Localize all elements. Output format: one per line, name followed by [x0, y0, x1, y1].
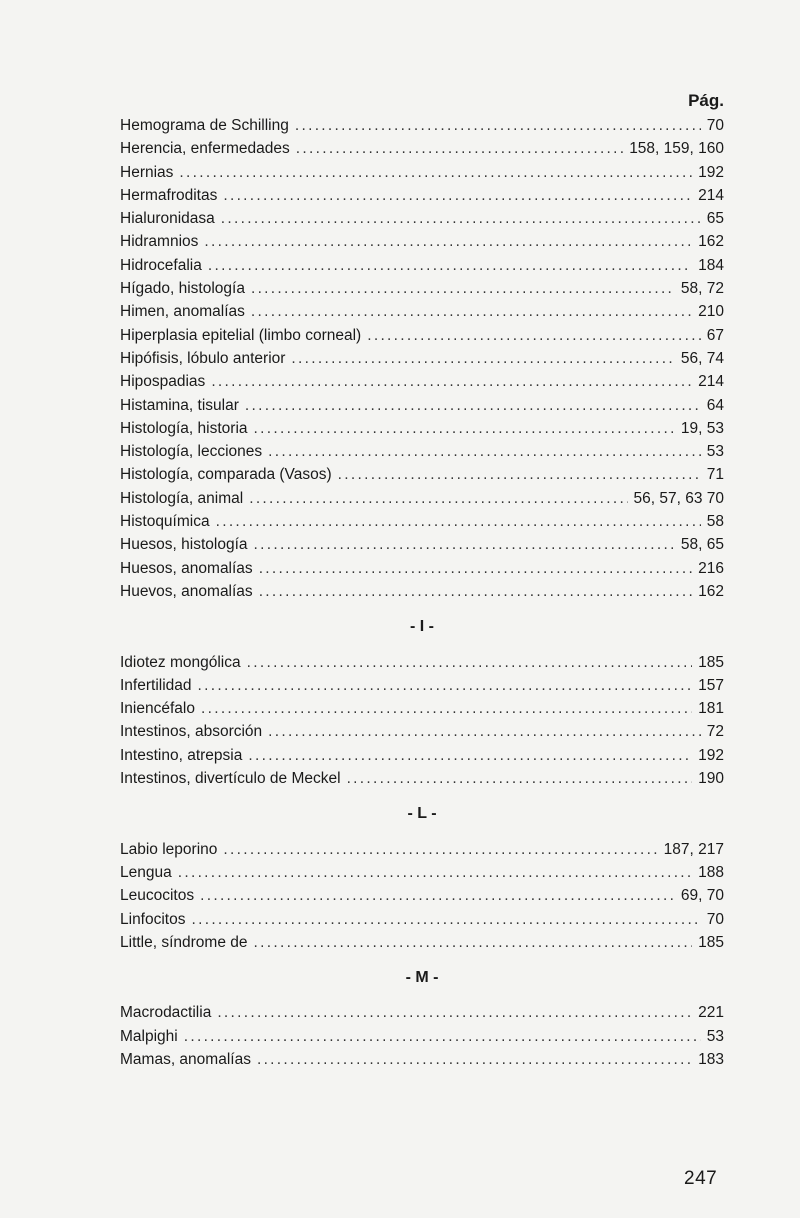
index-term: Herencia, enfermedades [120, 140, 290, 158]
index-pages: 19, 53 [680, 419, 724, 437]
index-entry [120, 487, 724, 510]
index-pages: 58 [706, 513, 724, 531]
index-entry [120, 651, 724, 674]
index-entry [120, 161, 724, 184]
index-entry [120, 674, 724, 697]
index-term: Histamina, tisular [120, 396, 239, 414]
dot-leader [254, 417, 675, 440]
index-entry [120, 207, 724, 230]
index-entry [120, 838, 724, 861]
index-term: Histoquímica [120, 513, 210, 531]
section-heading: - L - [407, 805, 437, 823]
index-term: Little, síndrome de [120, 933, 248, 951]
index-term: Mamas, anomalías [120, 1050, 251, 1068]
index-entry [120, 277, 724, 300]
index-pages: 192 [698, 746, 724, 764]
index-term: Malpighi [120, 1027, 178, 1045]
dot-leader [247, 651, 693, 674]
dot-leader [208, 254, 692, 277]
dot-leader [211, 370, 692, 393]
dot-leader [254, 931, 693, 954]
index-term: Linfocitos [120, 910, 186, 928]
index-pages: 69, 70 [680, 887, 724, 905]
index-term: Idiotez mongólica [120, 653, 241, 671]
index-term: Macrodactilia [120, 1004, 212, 1022]
index-pages: 53 [706, 443, 724, 461]
index-entry [120, 557, 724, 580]
dot-leader [296, 137, 623, 160]
dot-leader [338, 463, 701, 486]
dot-leader [201, 697, 692, 720]
index-entry [120, 254, 724, 277]
index-term: Hiperplasia epitelial (limbo corneal) [120, 326, 362, 344]
section-heading: - I - [410, 618, 434, 636]
index-entry [120, 440, 724, 463]
index-entry [120, 417, 724, 440]
dot-leader [254, 533, 675, 556]
index-pages: 190 [698, 770, 724, 788]
dot-leader [291, 347, 674, 370]
index-entry [120, 370, 724, 393]
index-entry [120, 510, 724, 533]
index-pages: 70 [706, 910, 724, 928]
index-term: Histología, comparada (Vasos) [120, 466, 332, 484]
dot-leader [179, 161, 692, 184]
index-entry [120, 767, 724, 790]
section-heading: - M - [405, 969, 439, 987]
dot-leader [248, 744, 692, 767]
index-entry [120, 300, 724, 323]
index-term: Histología, animal [120, 489, 244, 507]
index-pages: 214 [698, 186, 724, 204]
index-entry [120, 463, 724, 486]
index-entry [120, 931, 724, 954]
index-pages: 185 [698, 653, 724, 671]
index-pages: 183 [698, 1050, 724, 1068]
dot-leader [178, 861, 692, 884]
index-term: Hidramnios [120, 233, 199, 251]
index-entry [120, 744, 724, 767]
index-entry [120, 1048, 724, 1071]
index-term: Histología, historia [120, 419, 248, 437]
index-term: Huevos, anomalías [120, 582, 253, 600]
dot-leader [347, 767, 693, 790]
index-pages: 58, 65 [680, 536, 724, 554]
dot-leader [295, 114, 701, 137]
dot-leader [223, 838, 657, 861]
index-pages: 192 [698, 163, 724, 181]
index-term: Huesos, histología [120, 536, 248, 554]
index-pages: 162 [698, 233, 724, 251]
index-pages: 65 [706, 210, 724, 228]
index-term: Histología, lecciones [120, 443, 263, 461]
index-entry [120, 137, 724, 160]
dot-leader [191, 908, 700, 931]
index-pages: 70 [706, 117, 724, 134]
index-term: Hermafroditas [120, 186, 218, 204]
index-term: Labio leporino [120, 840, 218, 858]
index-term: Intestinos, absorción [120, 723, 263, 741]
index-pages: 216 [698, 559, 724, 577]
index-entry [120, 324, 724, 347]
index-pages: 162 [698, 582, 724, 600]
dot-leader [216, 510, 701, 533]
dot-leader [221, 207, 701, 230]
dot-leader [367, 324, 701, 347]
index-pages: 158, 159, 160 [629, 140, 724, 158]
index-entry [120, 580, 724, 603]
index-term: Hialuronidasa [120, 210, 215, 228]
dot-leader [204, 230, 692, 253]
index-term: Iniencéfalo [120, 700, 195, 718]
index-term: Hidrocefalia [120, 256, 202, 274]
index-pages: 188 [698, 863, 724, 881]
page-column-header: Pág. [688, 91, 724, 110]
index-entry [120, 1025, 724, 1048]
index-pages: 64 [706, 396, 724, 414]
index-pages: 210 [698, 303, 724, 321]
index-entry [120, 347, 724, 370]
dot-leader [217, 1001, 692, 1024]
dot-leader [198, 674, 693, 697]
index-pages: 184 [698, 256, 724, 274]
index-entry [120, 720, 724, 743]
index-term: Hemograma de Schilling [120, 117, 289, 134]
index-entry [120, 394, 724, 417]
dot-leader [200, 884, 675, 907]
index-term: Huesos, anomalías [120, 559, 253, 577]
index-term: Hipófisis, lóbulo anterior [120, 349, 286, 367]
index-pages: 187, 217 [663, 840, 724, 858]
dot-leader [184, 1025, 701, 1048]
index-entry [120, 1001, 724, 1024]
index-entry [120, 184, 724, 207]
index-term: Hernias [120, 163, 174, 181]
index-pages: 53 [706, 1027, 724, 1045]
index-pages: 157 [698, 676, 724, 694]
page-number: 247 [684, 1168, 718, 1189]
index-entry [120, 861, 724, 884]
index-term: Leucocitos [120, 887, 195, 905]
index-body [120, 114, 724, 1071]
index-pages: 214 [698, 373, 724, 391]
index-term: Infertilidad [120, 676, 192, 694]
index-term: Intestino, atrepsia [120, 746, 243, 764]
dot-leader [223, 184, 692, 207]
index-entry [120, 114, 724, 137]
index-pages: 71 [706, 466, 724, 484]
index-pages: 56, 74 [680, 349, 724, 367]
index-entry [120, 533, 724, 556]
dot-leader [245, 394, 701, 417]
index-entry [120, 697, 724, 720]
dot-leader [259, 557, 692, 580]
index-entry [120, 908, 724, 931]
index-page [120, 88, 724, 1071]
index-entry [120, 230, 724, 253]
index-pages: 67 [706, 326, 724, 344]
index-pages: 58, 72 [680, 280, 724, 298]
dot-leader [249, 487, 627, 510]
index-pages: 221 [698, 1004, 724, 1022]
index-pages: 72 [706, 723, 724, 741]
dot-leader [251, 300, 692, 323]
index-term: Hipospadias [120, 373, 206, 391]
index-pages: 181 [698, 700, 724, 718]
index-term: Hígado, histología [120, 280, 245, 298]
index-term: Himen, anomalías [120, 303, 245, 321]
index-pages: 185 [698, 933, 724, 951]
index-term: Intestinos, divertículo de Meckel [120, 770, 341, 788]
index-pages: 56, 57, 63 70 [633, 489, 724, 507]
dot-leader [259, 580, 692, 603]
dot-leader [251, 277, 675, 300]
index-entry [120, 884, 724, 907]
index-term: Lengua [120, 863, 172, 881]
dot-leader [268, 440, 701, 463]
dot-leader [268, 720, 701, 743]
dot-leader [257, 1048, 692, 1071]
